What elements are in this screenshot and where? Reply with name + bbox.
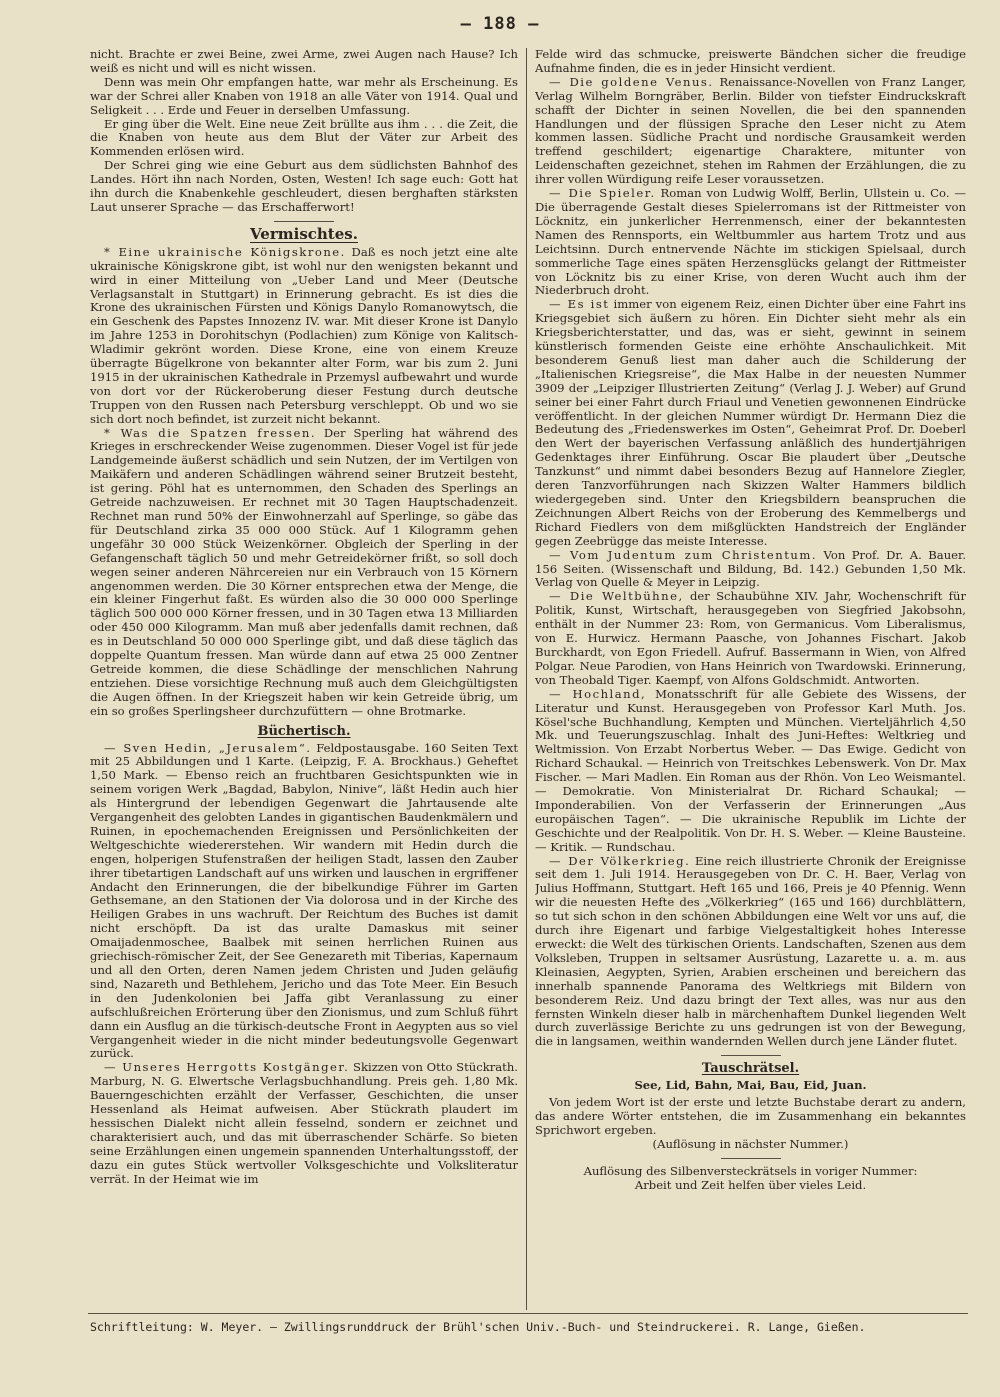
puzzle-words: See, Lid, Bahn, Mai, Bau, Eid, Juan.: [634, 1078, 867, 1093]
review-lead: — Sven Hedin, „Jerusalem“.: [104, 740, 312, 755]
article-lead: * Eine ukrainische Königskrone.: [104, 244, 346, 259]
review-text: Von Prof. Dr. A. Bauer. 156 Seiten. (Wissenschaft und Bildung, Bd. 142.) Gebunden 1,50 Mk. Verlag von Quelle & Meyer in Leipzig.: [535, 547, 966, 590]
puzzle-solution-note: (Auflösung in nächster Nummer.): [652, 1136, 849, 1151]
review-lead: — Die Spieler.: [549, 186, 656, 201]
review-text: Feldpostausgabe. 160 Seiten Text mit 25 Abbildungen und 1 Karte. (Leipzig, F. A. Brockhaus.) Geheftet 1,50 Mark. — Ebenso reich an fruchtbaren Gesichtspunkten wie in seinem vorigen Werk „Bagdad, Babylon, Ninive“, läßt Hedin auch hier als Hintergrund der lebendigen Gegenwart die Jahrtausende alte Vergangenheit des gelobten Landes in gigantischen Baudenkmälern und Ruinen, in epochemachenden Ereignissen und Persönlichkeiten der Weltgeschichte wiedererstehen. Wir wandern mit Hedin durch die engen, holperigen Stufenstraßen der heiligen Stadt, lassen den Zauber ihrer tibetartigen Landschaft auf uns wirken und lauschen in ergriffener Andacht den Erinnerungen, die der bibelkundige Führer im Garten Gethsemane, an den Stationen der Via dolorosa und in der Kirche des Heiligen Grabes in uns wachruft. Der Reichtum des Buches ist damit nicht erschöpft. Da ist das uralte Damaskus mit seiner Omaijadenmoschee, Baalbek mit seinen herrlichen Ruinen aus griechisch-römischer Zeit, der See Genezareth mit Tiberias, Kapernaum und all den Orten, deren Namen jedem Christen und Juden geläufig sind, Nazareth und Bethlehem, Jericho und das Tote Meer. Ein Besuch in den Judenkolonien bei Jaffa gibt Veranlassung zu einer aufschlußreichen Erörterung über den Zionismus, und zum Schluß führt dann ein Ausflug an die türkisch-deutsche Front in Aegypten aus so viel Vergangenheit wieder in die nicht minder bedeutungsvolle Gegenwart zurück.: [90, 740, 518, 1061]
article-paragraph: [90, 246, 518, 427]
review-lead: — Es ist: [549, 297, 610, 312]
article-lead: * Was die Spatzen fressen.: [104, 425, 317, 440]
review-paragraph: [535, 187, 966, 298]
review-text: der Schaubühne XIV. Jahr, Wochenschrift für Politik, Kunst, Wirtschaft, herausgegeben von Siegfried Jakobsohn, enthält in der Nummer 23: Rom, von Germanicus. Vom Liberalismus, von E. Hurwicz. Hermann Paasche, von Johannes Fischart. Jakob Burckhardt, von Egon Friedell. Aufruf. Bassermann in Wien, von Alfred Polgar. Neue Parodien, von Hans Heinrich von Twardowski. Erinnerung, von Theobald Tiger. Kaempf, von Alfons Goldschmidt. Antworten.: [535, 589, 966, 687]
review-text: Renaissance-Novellen von Franz Langer, Verlag Wilhelm Borngräber, Berlin. Bilder von tiefster Eindruckskraft schafft der Dichter in seinen Novellen, die bei den spannenden Handlungen und der flüssigen Sprache den Leser nicht zu Atem kommen lassen. Südliche Pracht und nordische Grausamkeit werden treffend geschildert; eigenartige Charaktere, mitunter von Leidenschaften gezeichnet, stehen im Rahmen der Erzählungen, die zu ihrer vollen Würdigung reife Leser voraussetzen.: [535, 74, 966, 187]
section-rule: [721, 1158, 781, 1159]
previous-solution: Arbeit und Zeit helfen über vieles Leid.: [634, 1177, 867, 1192]
section-rule: [274, 221, 334, 222]
review-paragraph: [535, 688, 966, 855]
left-column: [90, 48, 518, 1308]
article-text: Daß es noch jetzt eine alte ukrainische Königskrone gibt, ist wohl nur den wenigsten bekannt und wird in einer Mitteilung von „Ueber Land und Meer (Deutsche Verlagsanstalt in Stuttgart) in Erinnerung gebracht. Es ist dies die Krone des ukrainischen Fürsten und Königs Danylo Romanowytsch, die ein Geschenk des Papstes Innozenz IV. war. Mit dieser Krone ist Danylo im Jahre 1253 in Dorohitschyn (Podlachien) zum Könige von Kalitsch-Wladimir gekrönt worden. Diese Krone, eine von einem Kreuze überragte Bügelkrone von bekannter alter Form, war bis zum 2. Juni 1915 in der ukrainischen Kathedrale in Przemysl aufbewahrt und wurde von dort vor der Rückeroberung dieser Festung durch deutsche Truppen von den Russen nach Petersburg verschleppt. Ob und wo sie sich dort noch befindet, ist zurzeit nicht bekannt.: [90, 244, 518, 426]
footer-rule: [88, 1313, 968, 1314]
right-column: [535, 48, 966, 1308]
footer-imprint: Schriftleitung: W. Meyer. — Zwillingsrunddruck der Brühl'schen Univ.-Buch- und Steindruckerei. R. Lange, Gießen.: [90, 1320, 866, 1334]
previous-solution-title: Auflösung des Silbenversteckrätsels in voriger Nummer:: [583, 1163, 918, 1178]
review-lead: — Die Weltbühne,: [549, 589, 684, 604]
review-paragraph: [535, 590, 966, 687]
column-divider: [526, 48, 527, 1310]
section-title-buechertisch: Büchertisch.: [257, 723, 351, 739]
review-lead: — Der Völkerkrieg.: [549, 853, 691, 868]
intro-paragraph: nicht. Brachte er zwei Beine, zwei Arme, zwei Augen nach Hause? Ich weiß es nicht und will es nicht wissen.: [90, 48, 518, 75]
section-title-vermischtes: Vermischtes.: [250, 224, 358, 243]
intro-paragraph: Er ging über die Welt. Eine neue Zeit brüllte aus ihm . . . die Zeit, die die Knaben von heute aus dem Blut der Väter zur Arbeit des Kommenden erlösen wird.: [90, 116, 518, 159]
review-text: Skizzen von Otto Stückrath. Marburg, N. G. Elwertsche Verlagsbuchhandlung. Preis geh. 1,80 Mk. Bauerngeschichten erzählt der Verfasser, Geschichten, die unser Hessenland als Heimat aufweisen. Aber Stückrath plaudert im hessischen Dialekt nicht allein fesselnd, sondern er zeichnet und charakterisiert auch, und das mit überraschender Schärfe. So bieten seine Erzählungen einen ungemein spannenden Unterhaltungsstoff, der dazu ein gutes Stück wertvoller Volksgeschichte und Volksliteratur verrät. In der Heimat wie im: [90, 1060, 518, 1186]
review-lead: — Hochland,: [549, 686, 647, 701]
review-text: immer von eigenem Reiz, einen Dichter über eine Fahrt ins Kriegsgebiet sich äußern zu hören. Ein Dichter sieht mehr als ein Kriegsberichterstatter, und das, was er sieht, gewinnt in seinem künstlerisch formenden Geiste eine erhöhte Anschaulichkeit. Mit besonderem Genuß liest man daher auch die Schilderung der „Italienischen Kriegsreise“, die Max Halbe in der neuesten Nummer 3909 der „Leipziger Illustrierten Zeitung“ (Verlag J. J. Weber) auf Grund seiner bei einer Fahrt durch Friaul und Venetien gewonnenen Eindrücke veröffentlicht. In der gleichen Nummer würdigt Dr. Hermann Diez die Bedeutung des „Friedenswerkes im Osten“, Geheimrat Prof. Dr. Doeberl den Wert der bayerischen Verfassung anläßlich des hundertjährigen Gedenktages ihrer Einführung. Oscar Bie plaudert über „Deutsche Tanzkunst“ und nimmt dabei besonders Bezug auf Hannelore Ziegler, deren Tanzvorführungen nach Skizzen Walter Hammers bildlich wiedergegeben sind. Unter den Kriegsbildern beanspruchen die Zeichnungen Albert Reichs von der Eroberung des Kemmelbergs und Richard Fiedlers von dem mißglückten Handstreich der Engländer gegen Zeebrügge das meiste Interesse.: [535, 297, 966, 548]
review-lead: — Vom Judentum zum Christentum.: [549, 547, 818, 562]
review-lead: — Unseres Herrgotts Kostgänger.: [104, 1060, 350, 1075]
puzzle-title: Tauschrätsel.: [701, 1061, 800, 1077]
review-text: Monatsschrift für alle Gebiete des Wissens, der Literatur und Kunst. Herausgegeben von Professor Karl Muth. Jos. Kösel'sche Buchhandlung, Kempten und München. Vierteljährlich 4,50 Mk. und Teuerungszuschlag. Inhalt des Juni-Heftes: Weltkrieg und Weltmission. Von Erzabt Norbertus Weber. — Das Ewige. Gedicht von Richard Schaukal. — Heinrich von Treitschkes Lebenswerk. Von Dr. Max Fischer. — Mari Madlen. Ein Roman aus der Rhön. Von Leo Weismantel. — Demokratie. Von Ministerialrat Dr. Richard Schaukal; — Imponderabilien. Von der Verfasserin der Erinnerungen „Aus europäischen Tagen“. — Die ukrainische Republik im Lichte der Geschichte und der Realpolitik. Von Dr. H. S. Weber. — Kleine Bausteine. — Kritik. — Rundschau.: [535, 686, 966, 854]
review-paragraph: [535, 298, 966, 548]
puzzle-text: Von jedem Wort ist der erste und letzte Buchstabe derart zu andern, das andere Wörter entstehen, die im Zusammenhang ein bekanntes Sprichwort ergeben.: [535, 1095, 966, 1137]
section-rule: [721, 1055, 781, 1056]
article-text: Der Sperling hat während des Krieges in erschreckender Weise zugenommen. Dieser Vogel ist für jede Landgemeinde äußerst schädlich und sein Nutzen, der im Vertilgen von Maikäfern und anderen Schädlingen während seiner Brutzeit besteht, ist gering. Pöhl hat es unternommen, den Schaden des Sperlings an Getreide nachzuweisen. Er rechnet mit 30 Tagen Hauptschadenzeit. Rechnet man rund 50% der Einwohnerzahl auf Sperlinge, so gäbe das für Deutschland zirka 35 000 000 Stück. Auf 1 Kilogramm gehen ungefähr 30 000 Stück Weizenkörner. Obgleich der Sperling in der Gefangenschaft täglich 50 und mehr Getreidekörner frißt, so soll doch wegen seiner anderen Nährcereien nur ein Verbrauch von 15 Körnern angenommen werden. Die 30 Körner entsprechen etwa der Menge, die ein kleiner Fingerhut faßt. Es würden also die 30 000 000 Sperlinge täglich 500 000 000 Körner fressen, und in 30 Tagen etwa 13 Milliarden oder 450 000 Kilogramm. Man muß aber jedenfalls damit rechnen, daß es in Deutschland 50 000 000 Sperlinge gibt, und daß diese täglich das doppelte Quantum fressen. Man würde dann auf etwa 25 000 Zentner Getreide kommen, die diese Schädlinge der menschlichen Nahrung entziehen. Diese vorsichtige Rechnung muß auch dem Gleichgültigsten die Augen öffnen. In der Kriegszeit haben wir kein Getreide übrig, um ein so großes Sperlingsheer durchzufüttern — ohne Brotmarke.: [90, 425, 518, 718]
review-paragraph: [535, 76, 966, 187]
review-paragraph: [535, 549, 966, 591]
continuation-paragraph: Felde wird das schmucke, preiswerte Bändchen sicher die freudige Aufnahme finden, die es in jeder Hinsicht verdient.: [535, 48, 966, 75]
review-paragraph: [90, 742, 518, 1062]
article-paragraph: [90, 427, 518, 719]
review-paragraph: [90, 1061, 518, 1186]
review-text: Roman von Ludwig Wolff, Berlin, Ullstein u. Co. — Die überragende Gestalt dieses Spielerromans ist der Rittmeister von Löcknitz, ein junkerlicher Herrenmensch, einer der bekanntesten Namen des Rennsports, ein Weltbummler aus hartem Trotz und aus Leichtsinn. Durch entnervende Nächte im stickigen Spielsaal, durch sommerliche Tage eines späten Herzensglücks gelangt der Rittmeister von Löcknitz bis zu einer Krise, von deren Wucht auch ihm der Niederbruch droht.: [535, 186, 966, 298]
intro-paragraph: Denn was mein Ohr empfangen hatte, war mehr als Erscheinung. Es war der Schrei aller Knaben von 1918 an alle Väter von 1914. Qual und Seligkeit . . . Erde und Feuer in derselben Umfassung.: [90, 74, 518, 117]
review-lead: — Die goldene Venus.: [549, 74, 714, 89]
review-text: Eine reich illustrierte Chronik der Ereignisse seit dem 1. Juli 1914. Herausgegeben von Dr. C. H. Baer, Verlag von Julius Hoffmann, Stuttgart. Heft 165 und 166, Preis je 40 Pfennig. Wenn wir die neuesten Hefte des „Völkerkrieg“ (165 und 166) durchblättern, so tut sich schon in den schönen Abbildungen eine Welt vor uns auf, die durch ihre Eigenart und farbige Vielgestaltigkeit hohes Interesse erweckt: die Welt des türkischen Orients. Landschaften, Szenen aus dem Volksleben, Truppen in seltsamer Ausrüstung, Lazarette u. a. m. aus Kleinasien, Aegypten, Syrien, Arabien erscheinen und bereichern das innerhalb spannende Panorama des Weltkriegs mit Bildern von besonderem Reiz. Und dazu bringt der Text alles, was nur aus den fernsten Winkeln dieser halb in märchenhaftem Dunkel liegenden Welt durch zuverlässige Berichte zu uns gedrungen ist von der Bewegung, die in langsamen, weithin wandernden Wellen durch jene Länder flutet.: [535, 853, 966, 1049]
intro-paragraph: Der Schrei ging wie eine Geburt aus dem südlichsten Bahnhof des Landes. Hört ihn nach Norden, Osten, Westen! Ich sage euch: Gott hat ihn durch die Knabenkehle geschleudert, diesen berghaften stärksten Laut unserer Sprache — das Erschafferwort!: [90, 158, 518, 214]
review-paragraph: [535, 855, 966, 1050]
page-number: — 188 —: [460, 14, 540, 34]
